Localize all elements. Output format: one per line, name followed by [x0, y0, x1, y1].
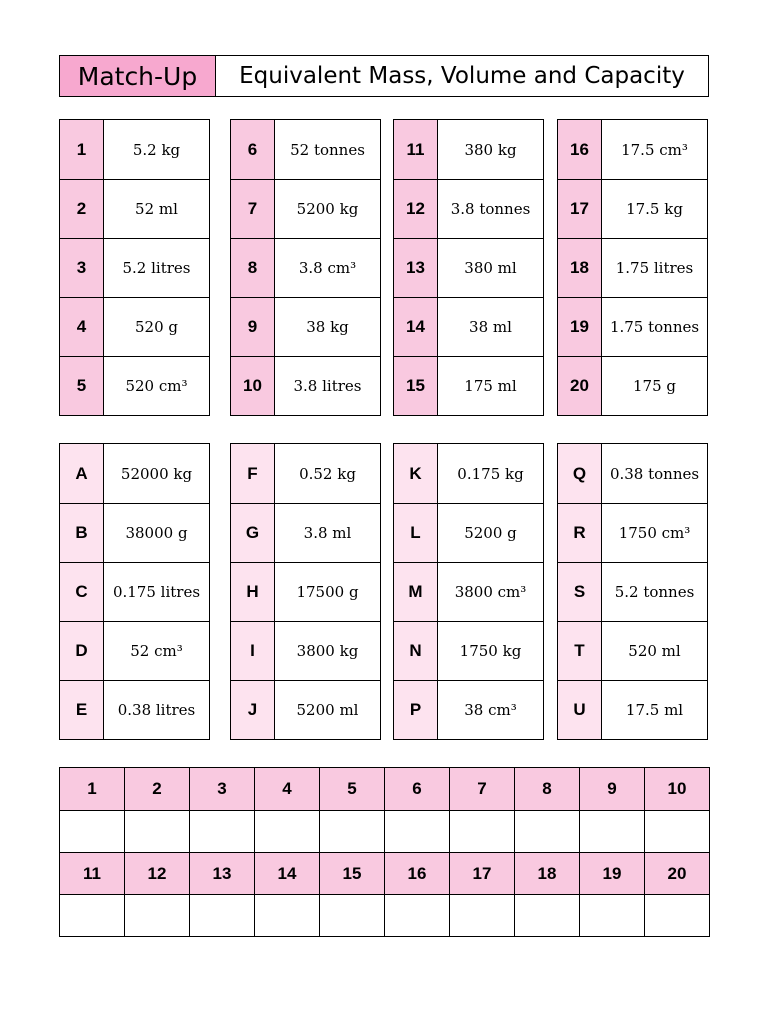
- question-value: 175 g: [601, 357, 707, 415]
- answer-row: [231, 444, 380, 503]
- question-row: [231, 120, 380, 179]
- answer-cell[interactable]: [449, 895, 514, 936]
- question-number: 7: [231, 180, 274, 238]
- question-number: 17: [558, 180, 601, 238]
- answer-row: [60, 562, 209, 621]
- question-row: [558, 120, 707, 179]
- grid-number: 20: [644, 853, 709, 894]
- question-row: [558, 297, 707, 356]
- grid-number: 3: [189, 768, 254, 810]
- answer-letter: E: [60, 681, 103, 739]
- grid-number: 19: [579, 853, 644, 894]
- answer-value: 0.175 kg: [437, 444, 543, 503]
- answer-letter: D: [60, 622, 103, 680]
- answer-cell[interactable]: [644, 811, 709, 852]
- question-value: 520 cm³: [103, 357, 209, 415]
- answer-row: [60, 444, 209, 503]
- grid-number: 16: [384, 853, 449, 894]
- answer-value: 3800 cm³: [437, 563, 543, 621]
- answer-block-4: [557, 443, 708, 740]
- answer-row: [394, 680, 543, 739]
- answer-row: [558, 503, 707, 562]
- grid-number: 10: [644, 768, 709, 810]
- grid-number: 17: [449, 853, 514, 894]
- answer-cell[interactable]: [644, 895, 709, 936]
- answer-cell[interactable]: [319, 895, 384, 936]
- grid-number: 18: [514, 853, 579, 894]
- answer-row: [558, 680, 707, 739]
- question-value: 38 kg: [274, 298, 380, 356]
- grid-number: 12: [124, 853, 189, 894]
- question-value: 380 ml: [437, 239, 543, 297]
- answer-letter: J: [231, 681, 274, 739]
- question-row: [60, 297, 209, 356]
- question-value: 5.2 kg: [103, 120, 209, 179]
- question-value: 3.8 tonnes: [437, 180, 543, 238]
- question-number: 12: [394, 180, 437, 238]
- answer-grid-header-row: [60, 852, 709, 894]
- answer-letter: C: [60, 563, 103, 621]
- answer-cell[interactable]: [189, 811, 254, 852]
- question-number: 2: [60, 180, 103, 238]
- question-row: [394, 179, 543, 238]
- question-value: 380 kg: [437, 120, 543, 179]
- grid-number: 14: [254, 853, 319, 894]
- question-value: 520 g: [103, 298, 209, 356]
- answer-letter: N: [394, 622, 437, 680]
- question-number: 19: [558, 298, 601, 356]
- answer-row: [231, 680, 380, 739]
- answer-row: [60, 621, 209, 680]
- question-number: 8: [231, 239, 274, 297]
- question-row: [231, 297, 380, 356]
- question-number: 13: [394, 239, 437, 297]
- answer-letter: T: [558, 622, 601, 680]
- answer-value: 0.175 litres: [103, 563, 209, 621]
- answer-letter: M: [394, 563, 437, 621]
- grid-number: 15: [319, 853, 384, 894]
- question-row: [394, 356, 543, 415]
- question-number: 15: [394, 357, 437, 415]
- answer-value: 5200 ml: [274, 681, 380, 739]
- answer-value: 0.38 litres: [103, 681, 209, 739]
- answer-cell[interactable]: [189, 895, 254, 936]
- question-value: 1.75 litres: [601, 239, 707, 297]
- question-row: [60, 120, 209, 179]
- question-number: 5: [60, 357, 103, 415]
- answer-letter: F: [231, 444, 274, 503]
- question-row: [394, 120, 543, 179]
- question-row: [231, 356, 380, 415]
- answer-letter: I: [231, 622, 274, 680]
- answer-value: 520 ml: [601, 622, 707, 680]
- question-row: [558, 179, 707, 238]
- answer-letter: S: [558, 563, 601, 621]
- question-value: 17.5 kg: [601, 180, 707, 238]
- question-row: [60, 356, 209, 415]
- answer-letter: A: [60, 444, 103, 503]
- question-number: 3: [60, 239, 103, 297]
- answer-cell[interactable]: [384, 811, 449, 852]
- answer-grid-blank-row: [60, 894, 709, 936]
- question-value: 3.8 litres: [274, 357, 380, 415]
- answer-letter: H: [231, 563, 274, 621]
- grid-number: 8: [514, 768, 579, 810]
- answer-grid: [59, 767, 710, 937]
- answer-row: [231, 621, 380, 680]
- answer-letter: P: [394, 681, 437, 739]
- answer-cell[interactable]: [514, 811, 579, 852]
- question-row: [60, 238, 209, 297]
- answer-row: [394, 621, 543, 680]
- grid-number: 9: [579, 768, 644, 810]
- answer-value: 52 cm³: [103, 622, 209, 680]
- answer-block-2: [230, 443, 381, 740]
- grid-number: 11: [83, 863, 101, 883]
- question-row: [231, 179, 380, 238]
- answer-value: 17.5 ml: [601, 681, 707, 739]
- question-row: [231, 238, 380, 297]
- question-number: 1: [60, 120, 103, 179]
- answer-block-1: [59, 443, 210, 740]
- question-number: 14: [394, 298, 437, 356]
- answer-cell[interactable]: [514, 895, 579, 936]
- question-value: 1.75 tonnes: [601, 298, 707, 356]
- question-row: [394, 297, 543, 356]
- question-number: 6: [231, 120, 274, 179]
- answer-row: [60, 503, 209, 562]
- answer-cell[interactable]: [449, 811, 514, 852]
- question-value: 3.8 cm³: [274, 239, 380, 297]
- answer-value: 3800 kg: [274, 622, 380, 680]
- grid-number: 4: [254, 768, 319, 810]
- answer-letter: L: [394, 504, 437, 562]
- answer-value: 1750 cm³: [601, 504, 707, 562]
- question-value: 38 ml: [437, 298, 543, 356]
- answer-value: 5.2 tonnes: [601, 563, 707, 621]
- question-value: 17.5 cm³: [601, 120, 707, 179]
- answer-row: [558, 621, 707, 680]
- answer-row: [394, 503, 543, 562]
- answer-value: 17500 g: [274, 563, 380, 621]
- answer-value: 5200 g: [437, 504, 543, 562]
- grid-number: 5: [319, 768, 384, 810]
- answer-cell[interactable]: [579, 895, 644, 936]
- answer-letter: B: [60, 504, 103, 562]
- grid-number: 6: [384, 768, 449, 810]
- answer-value: 38000 g: [103, 504, 209, 562]
- answer-row: [231, 562, 380, 621]
- answer-cell[interactable]: [579, 811, 644, 852]
- answer-letter: Q: [558, 444, 601, 503]
- question-number: 20: [558, 357, 601, 415]
- question-value: 52 ml: [103, 180, 209, 238]
- answer-grid-blank-row: [60, 810, 709, 852]
- question-row: [558, 356, 707, 415]
- answer-cell[interactable]: [384, 895, 449, 936]
- question-number: 18: [558, 239, 601, 297]
- question-row: [394, 238, 543, 297]
- answer-cell[interactable]: [319, 811, 384, 852]
- answer-letter: U: [558, 681, 601, 739]
- grid-number: 13: [189, 853, 254, 894]
- question-block-4: [557, 119, 708, 416]
- answer-row: [394, 562, 543, 621]
- answer-letter: R: [558, 504, 601, 562]
- answer-cell[interactable]: [60, 811, 124, 852]
- question-number: 16: [558, 120, 601, 179]
- grid-number: 7: [449, 768, 514, 810]
- answer-value: 0.52 kg: [274, 444, 380, 503]
- answer-value: 52000 kg: [103, 444, 209, 503]
- answer-row: [60, 680, 209, 739]
- answer-block-3: [393, 443, 544, 740]
- answer-letter: K: [394, 444, 437, 503]
- question-block-1: [59, 119, 210, 416]
- answer-value: 0.38 tonnes: [601, 444, 707, 503]
- question-block-3: [393, 119, 544, 416]
- answer-cell[interactable]: [254, 895, 319, 936]
- answer-value: 1750 kg: [437, 622, 543, 680]
- question-number: 4: [60, 298, 103, 356]
- question-value: 5200 kg: [274, 180, 380, 238]
- question-value: 52 tonnes: [274, 120, 380, 179]
- grid-number: 2: [124, 768, 189, 810]
- title-tag: Match-Up: [60, 56, 216, 96]
- question-value: 5.2 litres: [103, 239, 209, 297]
- answer-value: 3.8 ml: [274, 504, 380, 562]
- answer-letter: G: [231, 504, 274, 562]
- answer-cell[interactable]: [124, 895, 189, 936]
- question-row: [60, 179, 209, 238]
- grid-number: 1: [87, 779, 97, 798]
- answer-row: [558, 444, 707, 503]
- answer-cell[interactable]: [124, 811, 189, 852]
- answer-row: [231, 503, 380, 562]
- answer-cell[interactable]: [254, 811, 319, 852]
- answer-cell[interactable]: [60, 895, 124, 936]
- title-bar: [59, 55, 709, 97]
- page-title: Equivalent Mass, Volume and Capacity: [239, 63, 685, 89]
- answer-value: 38 cm³: [437, 681, 543, 739]
- question-row: [558, 238, 707, 297]
- question-number: 11: [394, 120, 437, 179]
- answer-grid-header-row: [60, 768, 709, 810]
- answer-row: [558, 562, 707, 621]
- question-number: 9: [231, 298, 274, 356]
- question-number: 10: [231, 357, 274, 415]
- question-value: 175 ml: [437, 357, 543, 415]
- answer-row: [394, 444, 543, 503]
- question-block-2: [230, 119, 381, 416]
